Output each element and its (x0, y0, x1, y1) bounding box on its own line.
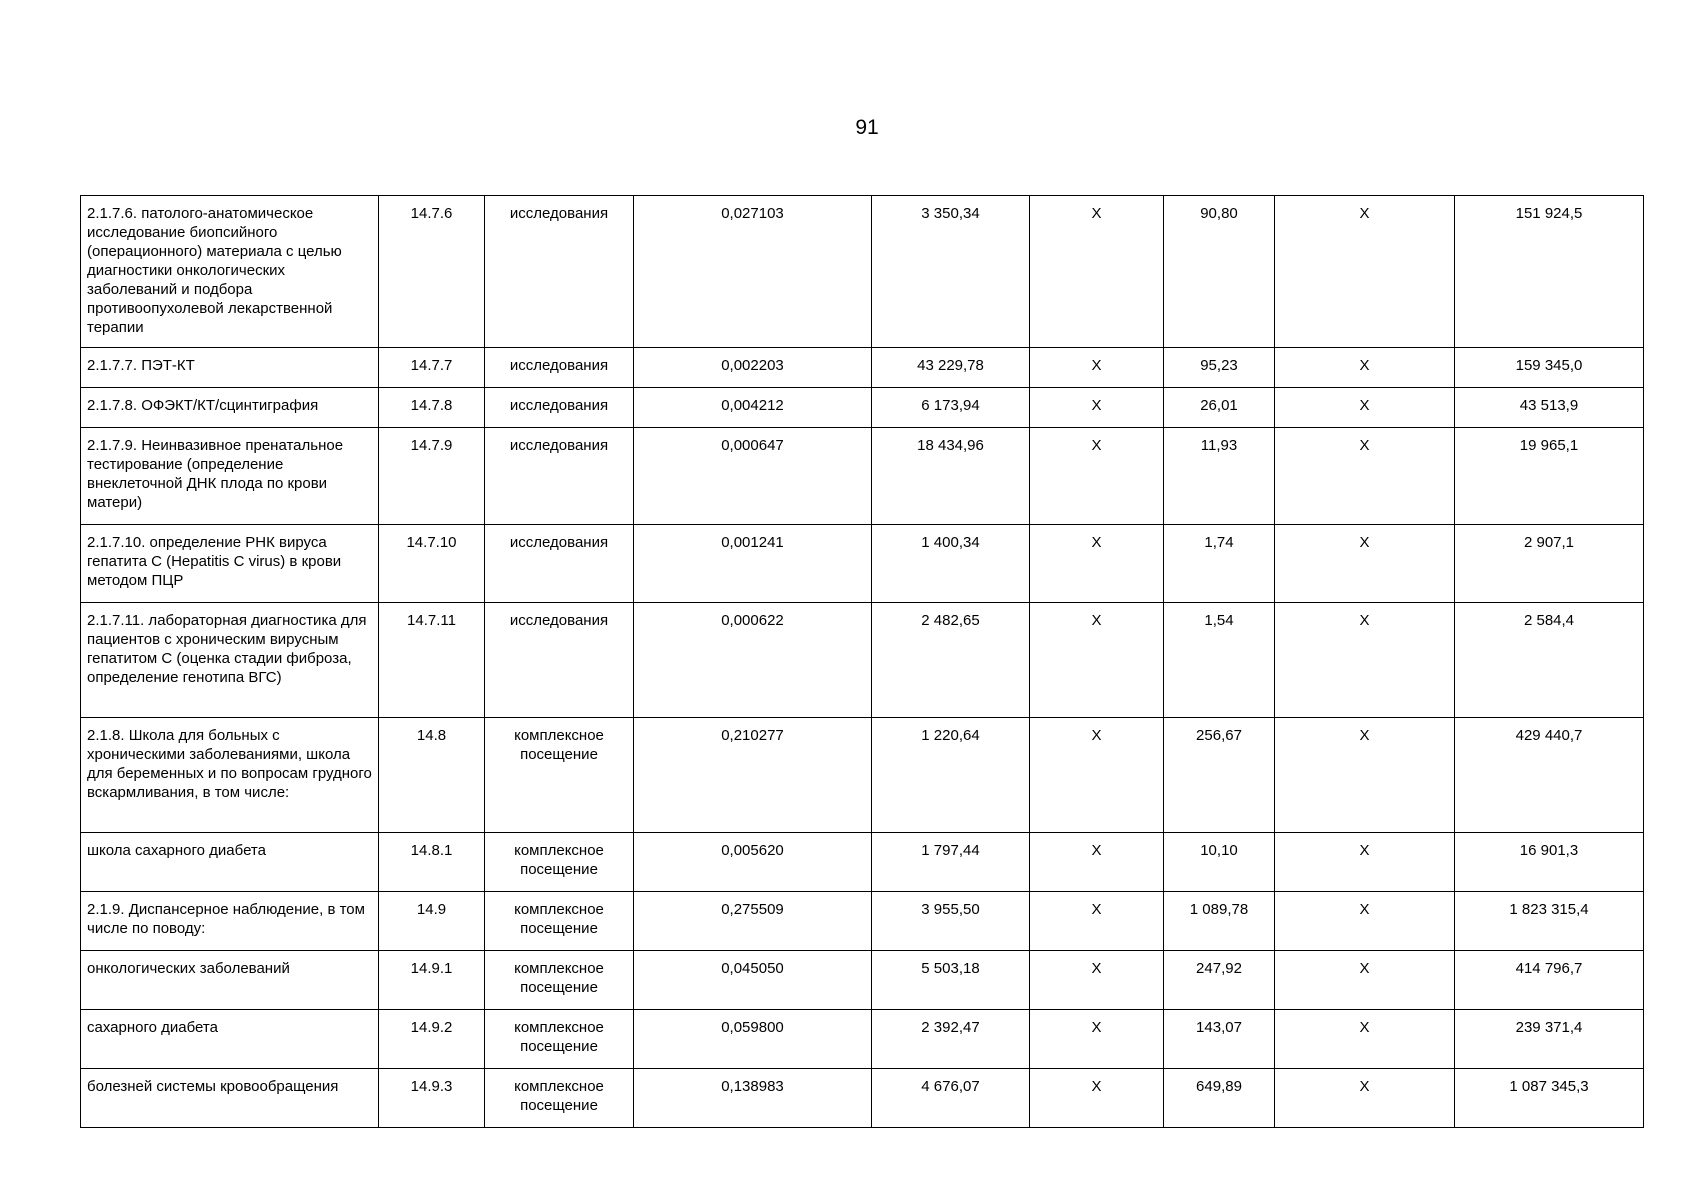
row-x1: Х (1030, 603, 1164, 718)
row-name: 2.1.7.6. патолого-анатомическое исследование биопсийного (операционного) материала с целью диагностики онкологических заболеваний и подбора противоопухолевой лекарственной терапии (81, 196, 379, 348)
row-code: 14.7.8 (379, 388, 485, 428)
row-cost: 43 229,78 (872, 348, 1030, 388)
row-x2: Х (1275, 1069, 1455, 1128)
row-per-capita: 1,74 (1164, 525, 1275, 603)
row-name: 2.1.7.10. определение РНК вируса гепатита С (Hepatitis C virus) в крови методом ПЦР (81, 525, 379, 603)
row-x1: Х (1030, 525, 1164, 603)
row-name: 2.1.8. Школа для больных с хроническими заболеваниями, школа для беременных и по вопросам грудного вскармливания, в том числе: (81, 718, 379, 833)
row-total: 151 924,5 (1455, 196, 1644, 348)
row-norm: 0,027103 (634, 196, 872, 348)
table-row (81, 833, 1644, 892)
row-per-capita: 1 089,78 (1164, 892, 1275, 951)
row-cost: 18 434,96 (872, 428, 1030, 525)
table-row (81, 1069, 1644, 1128)
row-code: 14.8 (379, 718, 485, 833)
row-norm: 0,005620 (634, 833, 872, 892)
row-name: болезней системы кровообращения (81, 1069, 379, 1128)
row-name: сахарного диабета (81, 1010, 379, 1069)
row-x1: Х (1030, 951, 1164, 1010)
row-name: 2.1.7.7. ПЭТ-КТ (81, 348, 379, 388)
row-cost: 5 503,18 (872, 951, 1030, 1010)
row-total: 159 345,0 (1455, 348, 1644, 388)
row-x2: Х (1275, 603, 1455, 718)
page-number: 91 (855, 116, 879, 139)
row-name: 2.1.7.11. лабораторная диагностика для пациентов с хроническим вирусным гепатитом С (оценка стадии фиброза, определение генотипа ВГС) (81, 603, 379, 718)
row-code: 14.9.1 (379, 951, 485, 1010)
row-x2: Х (1275, 525, 1455, 603)
table-body (81, 196, 1644, 1128)
row-total: 414 796,7 (1455, 951, 1644, 1010)
row-total: 1 823 315,4 (1455, 892, 1644, 951)
row-unit: комплексное посещение (485, 1010, 634, 1069)
row-per-capita: 26,01 (1164, 388, 1275, 428)
row-code: 14.9.2 (379, 1010, 485, 1069)
row-unit: исследования (485, 388, 634, 428)
row-x1: Х (1030, 892, 1164, 951)
row-x1: Х (1030, 1010, 1164, 1069)
row-cost: 3 350,34 (872, 196, 1030, 348)
row-code: 14.9 (379, 892, 485, 951)
row-cost: 1 220,64 (872, 718, 1030, 833)
row-x2: Х (1275, 892, 1455, 951)
row-x1: Х (1030, 428, 1164, 525)
row-unit: исследования (485, 428, 634, 525)
row-total: 43 513,9 (1455, 388, 1644, 428)
table-row (81, 1010, 1644, 1069)
row-code: 14.7.11 (379, 603, 485, 718)
row-code: 14.9.3 (379, 1069, 485, 1128)
row-x1: Х (1030, 348, 1164, 388)
row-cost: 6 173,94 (872, 388, 1030, 428)
row-unit: комплексное посещение (485, 1069, 634, 1128)
row-x1: Х (1030, 1069, 1164, 1128)
row-total: 429 440,7 (1455, 718, 1644, 833)
row-x2: Х (1275, 951, 1455, 1010)
row-unit: комплексное посещение (485, 833, 634, 892)
row-x1: Х (1030, 833, 1164, 892)
row-unit: комплексное посещение (485, 718, 634, 833)
row-code: 14.8.1 (379, 833, 485, 892)
row-total: 239 371,4 (1455, 1010, 1644, 1069)
row-name: 2.1.9. Диспансерное наблюдение, в том числе по поводу: (81, 892, 379, 951)
row-cost: 2 392,47 (872, 1010, 1030, 1069)
row-x1: Х (1030, 388, 1164, 428)
row-norm: 0,000622 (634, 603, 872, 718)
row-total: 1 087 345,3 (1455, 1069, 1644, 1128)
table-row (81, 951, 1644, 1010)
row-cost: 1 400,34 (872, 525, 1030, 603)
row-name: 2.1.7.8. ОФЭКТ/КТ/сцинтиграфия (81, 388, 379, 428)
row-x1: Х (1030, 196, 1164, 348)
row-code: 14.7.6 (379, 196, 485, 348)
row-x2: Х (1275, 718, 1455, 833)
row-per-capita: 247,92 (1164, 951, 1275, 1010)
row-code: 14.7.10 (379, 525, 485, 603)
row-code: 14.7.9 (379, 428, 485, 525)
row-total: 19 965,1 (1455, 428, 1644, 525)
row-total: 2 907,1 (1455, 525, 1644, 603)
row-x1: Х (1030, 718, 1164, 833)
table-row (81, 388, 1644, 428)
row-unit: исследования (485, 603, 634, 718)
row-name: школа сахарного диабета (81, 833, 379, 892)
row-per-capita: 10,10 (1164, 833, 1275, 892)
row-per-capita: 95,23 (1164, 348, 1275, 388)
row-x2: Х (1275, 196, 1455, 348)
row-code: 14.7.7 (379, 348, 485, 388)
row-unit: исследования (485, 196, 634, 348)
row-norm: 0,210277 (634, 718, 872, 833)
row-per-capita: 256,67 (1164, 718, 1275, 833)
row-unit: исследования (485, 348, 634, 388)
row-cost: 4 676,07 (872, 1069, 1030, 1128)
row-total: 16 901,3 (1455, 833, 1644, 892)
data-table (80, 195, 1644, 1128)
row-per-capita: 11,93 (1164, 428, 1275, 525)
table-row (81, 718, 1644, 833)
row-unit: комплексное посещение (485, 892, 634, 951)
row-x2: Х (1275, 1010, 1455, 1069)
row-norm: 0,275509 (634, 892, 872, 951)
table-row (81, 428, 1644, 525)
row-cost: 2 482,65 (872, 603, 1030, 718)
row-per-capita: 1,54 (1164, 603, 1275, 718)
row-per-capita: 90,80 (1164, 196, 1275, 348)
table-row (81, 525, 1644, 603)
row-name: онкологических заболеваний (81, 951, 379, 1010)
row-x2: Х (1275, 388, 1455, 428)
table-row (81, 603, 1644, 718)
row-name: 2.1.7.9. Неинвазивное пренатальное тестирование (определение внеклеточной ДНК плода по крови матери) (81, 428, 379, 525)
row-cost: 3 955,50 (872, 892, 1030, 951)
row-unit: комплексное посещение (485, 951, 634, 1010)
row-norm: 0,001241 (634, 525, 872, 603)
row-cost: 1 797,44 (872, 833, 1030, 892)
row-norm: 0,002203 (634, 348, 872, 388)
table-row (81, 892, 1644, 951)
row-unit: исследования (485, 525, 634, 603)
row-x2: Х (1275, 833, 1455, 892)
row-norm: 0,000647 (634, 428, 872, 525)
row-x2: Х (1275, 428, 1455, 525)
row-norm: 0,138983 (634, 1069, 872, 1128)
table-row (81, 196, 1644, 348)
table-row (81, 348, 1644, 388)
row-per-capita: 649,89 (1164, 1069, 1275, 1128)
row-total: 2 584,4 (1455, 603, 1644, 718)
row-x2: Х (1275, 348, 1455, 388)
row-norm: 0,045050 (634, 951, 872, 1010)
row-per-capita: 143,07 (1164, 1010, 1275, 1069)
row-norm: 0,004212 (634, 388, 872, 428)
row-norm: 0,059800 (634, 1010, 872, 1069)
